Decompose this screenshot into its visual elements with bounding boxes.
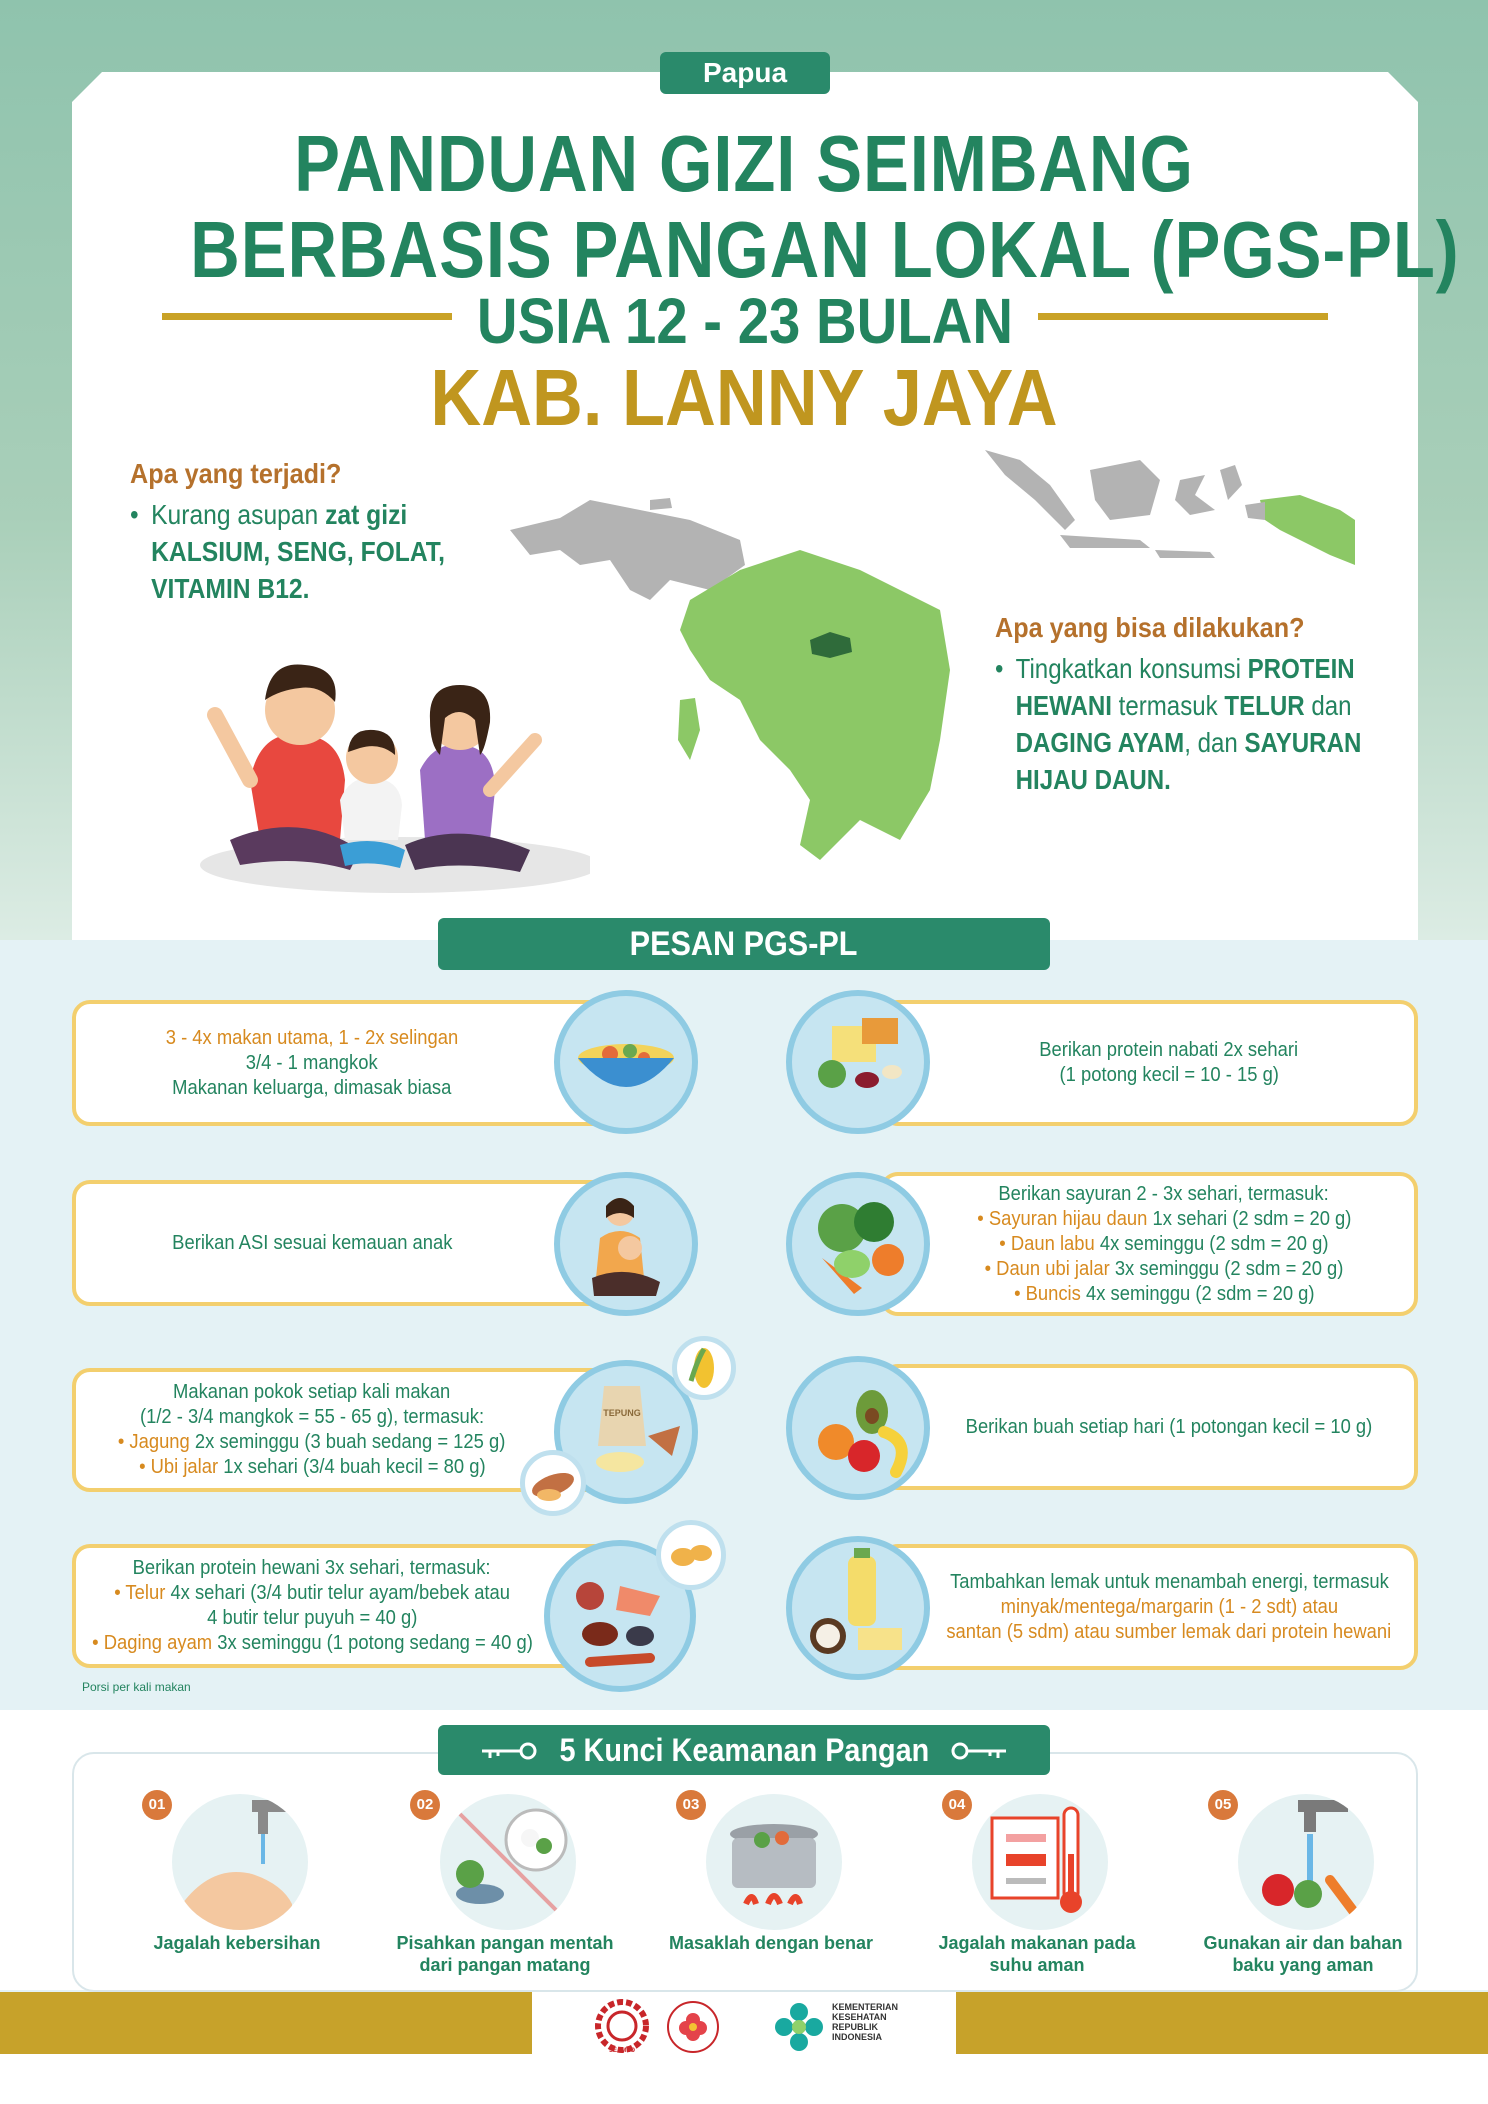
- sweet-potato-icon: [520, 1450, 586, 1516]
- thermometer-icon: [972, 1794, 1108, 1930]
- tofu-tempeh-icon: [786, 990, 930, 1134]
- food-bowl-icon: [554, 990, 698, 1134]
- breastfeeding-mother-icon: [554, 1172, 698, 1316]
- step-number: 05: [1208, 1790, 1238, 1820]
- clean-water-icon: [1238, 1794, 1374, 1930]
- step-label: Gunakan air dan bahan baku yang aman: [1203, 1933, 1403, 1975]
- footer-band-left: [0, 1992, 532, 2054]
- eggs-icon: [656, 1520, 726, 1590]
- step-number: 04: [942, 1790, 972, 1820]
- handwash-icon: [172, 1794, 308, 1930]
- step-label: Masaklah dengan benar: [668, 1933, 874, 1953]
- message-plant-protein: Berikan protein nabati 2x sehari (1 potong kecil = 10 - 15 g): [880, 1000, 1418, 1126]
- food-safety-step-1: [142, 1790, 372, 1990]
- title-line-1: PANDUAN GIZI SEIMBANG: [294, 119, 1194, 208]
- step-number: 01: [142, 1790, 172, 1820]
- step-number: 02: [410, 1790, 440, 1820]
- message-fruit: Berikan buah setiap hari (1 potongan kecil = 10 g): [880, 1364, 1418, 1490]
- message-breastfeeding: Berikan ASI sesuai kemauan anak: [72, 1180, 612, 1306]
- footer-band-right: [956, 1992, 1488, 2054]
- small-island: [678, 698, 700, 760]
- kemenkes-logo: [772, 2000, 826, 2054]
- region-badge: Papua: [660, 52, 830, 94]
- message-fats: Tambahkan lemak untuk menambah energi, termasuk minyak/mentega/margarin (1 - 2 sdt) atau santan (5 sdm) atau sumber lemak dari protein hewani: [880, 1544, 1418, 1670]
- pesan-banner: PESAN PGS-PL: [438, 918, 1050, 970]
- district-name: KAB. LANNY JAYA: [430, 353, 1058, 442]
- food-safety-step-4: [938, 1790, 1172, 1990]
- food-safety-step-5: [1203, 1790, 1438, 1990]
- seameo-recfon-logo: [664, 1998, 722, 2056]
- message-vegetables: Berikan sayuran 2 - 3x sehari, termasuk: • Sayuran hijau daun 1x sehari (2 sdm = 20 g) • Daun labu 4x seminggu (2 sdm = 20 g) • Daun ubi jalar 3x seminggu (2 sdm = 20 g) • Buncis 4x seminggu (2 sdm = 20 g): [880, 1172, 1418, 1316]
- cooking-pot-icon: [706, 1794, 842, 1930]
- action-body: • Tingkatkan konsumsi PROTEIN HEWANI termasuk TELUR dan DAGING AYAM, dan SAYURAN HIJAU DAUN.: [995, 653, 1362, 795]
- action-title: Apa yang bisa dilakukan?: [995, 612, 1305, 643]
- step-label: Jagalah makanan pada suhu aman: [938, 1933, 1136, 1975]
- fats-oil-icon: [786, 1536, 930, 1680]
- island-north: [650, 498, 672, 510]
- fruit-icon: [786, 1356, 930, 1500]
- age-range: USIA 12 - 23 BULAN: [476, 285, 1014, 357]
- seameo-logo: [594, 1998, 650, 2054]
- indonesia-inset-map: [980, 440, 1360, 590]
- flour-sack-label: TEPUNG: [603, 1408, 641, 1418]
- problem-title: Apa yang terjadi?: [130, 458, 342, 489]
- kemenkes-name: KEMENTERIAN KESEHATAN REPUBLIK INDONESIA: [832, 2002, 899, 2042]
- key-icon-right: [948, 1742, 1010, 1760]
- food-safety-step-2: [396, 1790, 640, 1990]
- kunci-banner: 5 Kunci Keamanan Pangan: [438, 1725, 1050, 1775]
- title-line-2: BERBASIS PANGAN LOKAL (PGS-PL): [190, 205, 1460, 294]
- food-safety-step-3: [668, 1790, 906, 1990]
- message-staple-food: Makanan pokok setiap kali makan (1/2 - 3/4 mangkok = 55 - 65 g), termasuk: • Jagung 2x seminggu (3 buah sedang = 125 g) • Ubi jalar 1x sehari (3/4 buah kecil = 80 g): [72, 1368, 612, 1492]
- step-number: 03: [676, 1790, 706, 1820]
- message-main-meals: 3 - 4x makan utama, 1 - 2x selingan 3/4 - 1 mangkok Makanan keluarga, dimasak biasa: [72, 1000, 612, 1126]
- key-icon-left: [478, 1742, 540, 1760]
- message-animal-protein: Berikan protein hewani 3x sehari, termasuk: • Telur 4x sehari (3/4 butir telur ayam/bebek atau 4 butir telur puyuh = 40 g) • Daging ayam 3x seminggu (1 potong sedang = 40 g): [72, 1544, 612, 1668]
- corn-icon: [672, 1336, 736, 1400]
- papua-west-region: [510, 500, 745, 600]
- problem-body: • Kurang asupan zat gizi KALSIUM, SENG, FOLAT, VITAMIN B12.: [130, 499, 445, 604]
- seameo-logo-text: SEAMEO: [608, 2048, 636, 2054]
- vegetables-icon: [786, 1172, 930, 1316]
- papua-province: [680, 550, 950, 860]
- family-illustration: [190, 640, 590, 900]
- footer-bottom: [0, 2054, 1488, 2104]
- step-label: Jagalah kebersihan: [153, 1933, 321, 1953]
- separate-food-icon: [440, 1794, 576, 1930]
- age-row: [162, 284, 1328, 357]
- portion-note: Porsi per kali makan: [82, 1680, 191, 1694]
- step-label: Pisahkan pangan mentah dari pangan matang: [396, 1933, 614, 1975]
